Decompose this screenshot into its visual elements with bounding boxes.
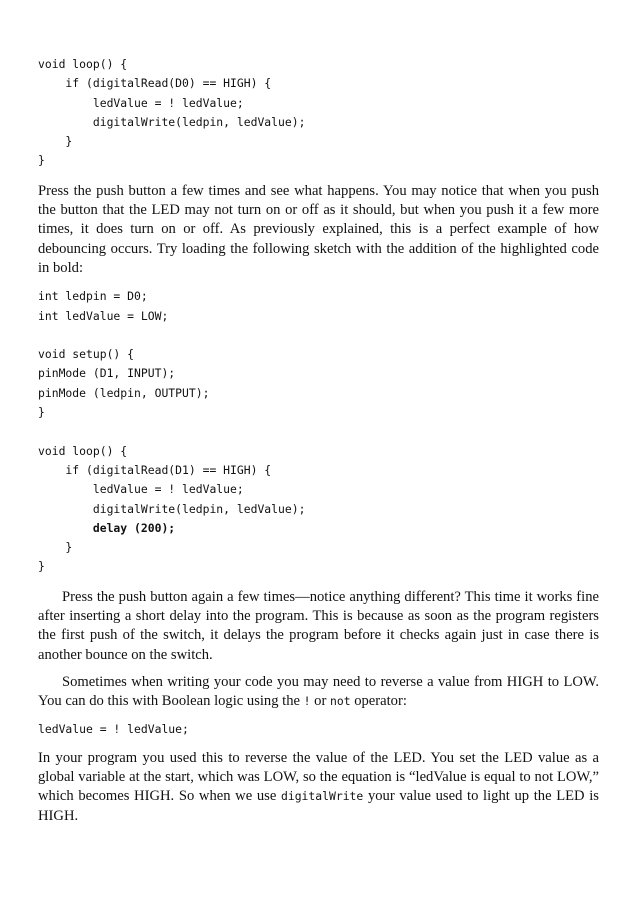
code-line: digitalWrite(ledpin, ledValue); [38, 501, 306, 516]
paragraph-text: operator: [350, 693, 407, 710]
inline-code: not [329, 694, 351, 709]
code-line: } [38, 540, 73, 555]
code-line-blank [38, 326, 599, 345]
paragraph-text: In your program you used this to reverse the value of the LED. You set the LED value as a global variable at the start, which was LOW, so the equation is “ledValue is equal to not LOW,” which becomes HIGH. So when we use [38, 749, 599, 805]
code-line: if (digitalRead(D1) == HIGH) { [38, 462, 272, 477]
paragraph-text: or [310, 693, 330, 710]
code-line-highlighted: delay (200); [38, 520, 176, 535]
inline-code: ! [303, 694, 311, 709]
code-line: digitalWrite(ledpin, ledValue); [38, 114, 306, 129]
debounce-paragraph: Press the push button a few times and see what happens. You may notice that when you push the button that the LED may not turn on or off as it should, but when you push it a few more times, it does turn on or off. As previously explained, this is a perfect example of how debouncing occurs. Try loading the following sketch with the addition of the highlighted code in bold: [38, 182, 599, 276]
inline-code: digitalWrite [280, 789, 364, 804]
code-line-blank [38, 422, 599, 441]
code-line: int ledValue = LOW; [38, 308, 169, 323]
code-line: void setup() { [38, 347, 135, 362]
code-line: void loop() { [38, 57, 128, 71]
boolean-logic-paragraph [38, 673, 599, 712]
code-line: } [38, 405, 45, 420]
led-value-paragraph [38, 749, 599, 826]
code-line: ledValue = ! ledValue; [38, 95, 244, 110]
paragraph-text: your value used to light up the LED is HIGH. [38, 788, 599, 824]
code-block-loop [38, 55, 599, 171]
page-content [38, 55, 599, 826]
code-line: pinMode (ledpin, OUTPUT); [38, 385, 210, 400]
code-block-sketch [38, 287, 599, 576]
code-line: pinMode (D1, INPUT); [38, 366, 176, 381]
code-line: } [38, 559, 45, 574]
code-line: int ledpin = D0; [38, 289, 148, 304]
code-line: void loop() { [38, 443, 128, 458]
delay-explanation-paragraph: Press the push button again a few times—notice anything different? This time it works fine after inserting a short delay into the program. This is because as soon as the program registers the first push of the switch, it delays the program before it checks again just in case there is another bounce on the switch. [38, 588, 599, 663]
code-line: } [38, 134, 73, 149]
code-line: if (digitalRead(D0) == HIGH) { [38, 76, 272, 91]
paragraph-text: Sometimes when writing your code you may need to reverse a value from HIGH to LOW. You can do this with Boolean logic using the [38, 673, 599, 710]
code-block-toggle [38, 720, 599, 739]
code-line: ledValue = ! ledValue; [38, 721, 189, 736]
code-line: ledValue = ! ledValue; [38, 482, 244, 497]
code-line: } [38, 153, 45, 168]
